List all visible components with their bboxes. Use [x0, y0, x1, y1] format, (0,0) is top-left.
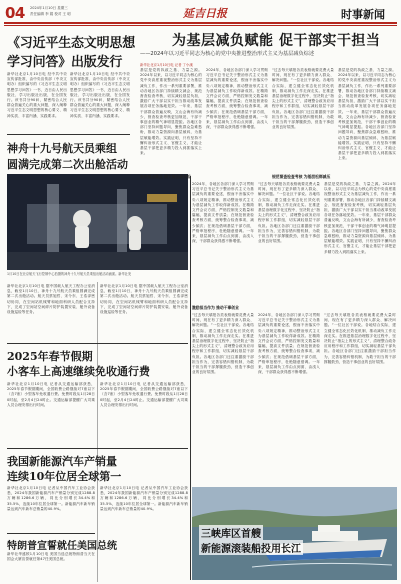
top-body-col2: 2024年，各地区各部门深入学习贯彻习近平总书记关于整治形式主义为基层减负的重要论述，锲而不舍落实中央八项规定精神，推动整治形式主义为基层减负工作取得新成效。在精简文件会议方面，严格控制发文数量和篇幅，提高文件质量；在规范督查检查考核方面，统筹整合检查事项，减少频次；在规范借调基层干部方面，严格审批程序，杜绝随意借调。一年来，基层减负工作由点到面、由浅入深，干部群众获得感不断增强。: [206, 68, 268, 130]
guard-headline: 特朗普宣誓就任美国总统: [7, 541, 117, 552]
ev-headline-1: 我国新能源汽车产销量: [7, 455, 117, 468]
divider: [7, 343, 188, 344]
space-body-col2: 新华社北京1月10日电 据中国载人航天工程办公室消息，截至1月10日，神舟十九号航天员乘组圆满完成第二次出舱活动。航天员蔡旭哲、宋令东、王浩泽密切协同，在空间站机械臂和地面科研人员配合支持下，完成了空间站空间碎片防护装置安装、舱外设备设施巡检等任务。: [100, 284, 188, 315]
right-body-c: 基层是党的执政之基、力量之源。2024年以来，以习近平同志为核心的党中央高度重视整治形式主义为基层减负工作，作出一系列重要部署，推动各地区各部门持续精文减会、规范督查检查考核，切实减轻基层负担，激励广大干部以实干担当推动改革发展各项任务落地见效。一年来，基层干部群众普遍反映，文山会海有所减少，督查检查考核更加规范，干部干事创业的精气神明显提振。各地区各部门坚持问题导向，聚焦群众急难愁盼，推动力量资源向基层倾斜，为基层赋能增效。实践证明，只有坚持不懈纠治形式主义、官僚主义，才能让基层干部把更多精力投入到抓落实上来。: [324, 182, 396, 254]
divider: [7, 134, 130, 135]
section-title: 时事新闻: [341, 8, 385, 21]
top-headline: 为基层减负赋能 促干部实干担当: [172, 33, 381, 49]
guard-body: 新华社华盛顿1月10日电 美国当选总统特朗普当天在国会大厦宣誓就任第47任美国总统。: [7, 552, 95, 562]
space-body: 新华社北京1月10日电 据中国载人航天工程办公室消息，截至1月10日，神舟十九号航天员乘组圆满完成第二次出舱活动。航天员蔡旭哲、宋令东、王浩泽密切协同，在空间站机械臂和地面科研人员配合支持下，完成了空间站空间碎片防护装置安装、舱外设备设施巡检等任务。: [7, 284, 95, 315]
space-headline-2: 圆满完成第二次出舱活动: [7, 158, 128, 171]
subhead-3: 激励担当作为 推动干事创业: [192, 305, 239, 310]
masthead-rule-thin: [4, 25, 397, 26]
spacewalk-illustration: [7, 174, 188, 270]
right-body-b: “过去每天填报各类表格就要花费大量时间，现在有了更多精力深入群众、解决问题。”一位社区干部说。各地结合实际，建立健全常态化长效化机制，推动减负工作走深走实。在推进基层治理数字化过程中，坚决防止“指尖上的形式主义”，清理整合政务应用程序和工作群组，切实减轻基层干部负担。各地区各部门还注重激励干部担当作为，完善容错纠错机制，为敢于担当的干部撑腰鼓劲，营造干事创业的良好氛围。: [258, 182, 320, 244]
spacewalk-caption: 1月10日在北京航天飞行控制中心拍摄的神舟十九号航天员乘组出舱活动画面。新华社发: [7, 272, 132, 276]
page-number: 04: [5, 4, 25, 22]
travel-body-col2: 新华社北京1月10日电 记者从交通运输部获悉，2025年春节假期期间，全国收费公路继续对7座以下（含7座）小型客车免收通行费。免费时段从1月28日0时起，至2月4日24时止。交通运输部提醒广大司乘人员合理安排出行时间。: [100, 382, 188, 407]
masthead-rule: [4, 22, 397, 24]
right-body-e: 2024年，各地区各部门深入学习贯彻习近平总书记关于整治形式主义为基层减负的重要论述，锲而不舍落实中央八项规定精神，推动整治形式主义为基层减负工作取得新成效。在精简文件会议方面，严格控制发文数量和篇幅，提高文件质量；在规范督查检查考核方面，统筹整合检查事项，减少频次；在规范借调基层干部方面，严格审批程序，杜绝随意借调。一年来，基层减负工作由点到面、由浅入深，干部群众获得感不断增强。: [258, 313, 320, 375]
right-body-f: “过去每天填报各类表格就要花费大量时间，现在有了更多精力深入群众、解决问题。”一位社区干部说。各地结合实际，建立健全常态化长效化机制，推动减负工作走深走实。在推进基层治理数字化过程中，坚决防止“指尖上的形式主义”，清理整合政务应用程序和工作群组，切实减轻基层干部负担。各地区各部门还注重激励干部担当作为，完善容错纠错机制，为敢于担当的干部撑腰鼓劲，营造干事创业的良好氛围。: [324, 313, 396, 364]
right-body-a: 2024年，各地区各部门深入学习贯彻习近平总书记关于整治形式主义为基层减负的重要论述，锲而不舍落实中央八项规定精神，推动整治形式主义为基层减负工作取得新成效。在精简文件会议方面，严格控制发文数量和篇幅，提高文件质量；在规范督查检查考核方面，统筹整合检查事项，减少频次；在规范借调基层干部方面，严格审批程序，杜绝随意借调。一年来，基层减负工作由点到面、由浅入深，干部群众获得感不断增强。: [192, 182, 254, 244]
book-body-col2: 新华社北京1月10日电 经中共中央宣传部批准，由中央宣传部（中央文明办）组织编写的《习近平生态文明思想学习问答》一书，近日由人民出版社、学习出版社出版，在全国发行。该书共分90问，紧密结合人民群众普遍关心的重大问题，深入阐释习近平生态文明思想的核心要义、精神实质、丰富内涵、实践要求。: [70, 72, 130, 118]
space-headline-1: 神舟十九号航天员乘组: [7, 142, 117, 155]
book-headline-1: 《习近平生态文明思想: [7, 36, 136, 51]
date-line: 2024年1月10日 星期三: [30, 6, 68, 10]
top-body-col4: 基层是党的执政之基、力量之源。2024年以来，以习近平同志为核心的党中央高度重视整治形式主义为基层减负工作，作出一系列重要部署，推动各地区各部门持续精文减会、规范督查检查考核，切实减轻基层负担，激励广大干部以实干担当推动改革发展各项任务落地见效。一年来，基层干部群众普遍反映，文山会海有所减少，督查检查考核更加规范，干部干事创业的精气神明显提振。各地区各部门坚持问题导向，聚焦群众急难愁盼，推动力量资源向基层倾斜，为基层赋能增效。实践证明，只有坚持不懈纠治形式主义、官僚主义，才能让基层干部把更多精力投入到抓落实上来。: [338, 68, 396, 161]
book-body: 新华社北京1月10日电 经中共中央宣传部批准，由中央宣传部（中央文明办）组织编写的《习近平生态文明思想学习问答》一书，近日由人民出版社、学习出版社出版，在全国发行。该书共分90问，紧密结合人民群众普遍关心的重大问题，深入阐释习近平生态文明思想的核心要义、精神实质、丰富内涵、实践要求。: [7, 72, 67, 118]
book-headline-2: 学习问答》出版发行: [7, 55, 123, 70]
right-body-d: “过去每天填报各类表格就要花费大量时间，现在有了更多精力深入群众、解决问题。”一位社区干部说。各地结合实际，建立健全常态化长效化机制，推动减负工作走深走实。在推进基层治理数字化过程中，坚决防止“指尖上的形式主义”，清理整合政务应用程序和工作群组，切实减轻基层干部负担。各地区各部门还注重激励干部担当作为，完善容错纠错机制，为敢于担当的干部撑腰鼓劲，营造干事创业的良好氛围。: [192, 313, 254, 375]
ship-headline-1: 三峡库区首艘: [199, 525, 263, 540]
editor-line: 责任编辑 李 娟 校对 王 明: [30, 12, 71, 16]
travel-headline-1: 2025年春节假期: [7, 350, 93, 363]
column-divider: [190, 176, 191, 580]
ev-headline-2: 连续10年位居全球第一: [7, 470, 122, 483]
ship-headline-2: 新能源滚装船投用长江: [199, 540, 303, 555]
travel-body: 新华社北京1月10日电 记者从交通运输部获悉，2025年春节假期期间，全国收费公路继续对7座以下（含7座）小型客车免收通行费。免费时段从1月28日0时起，至2月4日24时止。交通运输部提醒广大司乘人员合理安排出行时间。: [7, 382, 95, 407]
ev-body-col2: 新华社北京1月10日电 记者从中国汽车工业协会获悉，2024年我国新能源汽车产销量分别完成1288.8万辆和1286.6万辆，同比分别增长34.4%和35.5%，连续10年位居全球第一。新能源汽车新车销量达到汽车新车总销量的40.9%。: [100, 486, 188, 511]
subhead-2: 规范督查检查考核 为基层松绑减压: [272, 174, 331, 179]
top-body-col3: “过去每天填报各类表格就要花费大量时间，现在有了更多精力深入群众、解决问题。”一位社区干部说。各地结合实际，建立健全常态化长效化机制，推动减负工作走深走实。在推进基层治理数字化过程中，坚决防止“指尖上的形式主义”，清理整合政务应用程序和工作群组，切实减轻基层干部负担。各地区各部门还注重激励干部担当作为，完善容错纠错机制，为敢于担当的干部撑腰鼓劲，营造干事创业的良好氛围。: [272, 68, 334, 130]
divider: [7, 533, 95, 534]
subhead-1: 聚焦痛点难点 精文简会减负担: [140, 174, 191, 179]
ev-body: 新华社北京1月10日电 记者从中国汽车工业协会获悉，2024年我国新能源汽车产销量分别完成1288.8万辆和1286.6万辆，同比分别增长34.4%和35.5%，连续10年位居全球第一。新能源汽车新车销量达到汽车新车总销量的40.9%。: [7, 486, 95, 511]
travel-headline-2: 小客车上高速继续免收通行费: [7, 365, 150, 378]
newspaper-logo: 延吉日报: [183, 7, 227, 20]
divider: [7, 448, 188, 449]
top-byline: 新华社北京1月10日电 记者 丁小溪: [140, 63, 193, 67]
top-body-col1: 基层是党的执政之基、力量之源。2024年以来，以习近平同志为核心的党中央高度重视整治形式主义为基层减负工作，作出一系列重要部署，推动各地区各部门持续精文减会、规范督查检查考核，切实减轻基层负担，激励广大干部以实干担当推动改革发展各项任务落地见效。一年来，基层干部群众普遍反映，文山会海有所减少，督查检查考核更加规范，干部干事创业的精气神明显提振。各地区各部门坚持问题导向，聚焦群众急难愁盼，推动力量资源向基层倾斜，为基层赋能增效。实践证明，只有坚持不懈纠治形式主义、官僚主义，才能让基层干部把更多精力投入到抓落实上来。: [140, 68, 202, 156]
spacewalk-photo: [7, 174, 188, 270]
top-subhead: ——2024年以习近平同志为核心的党中央推进整治形式主义为基层减负综述: [140, 51, 315, 57]
